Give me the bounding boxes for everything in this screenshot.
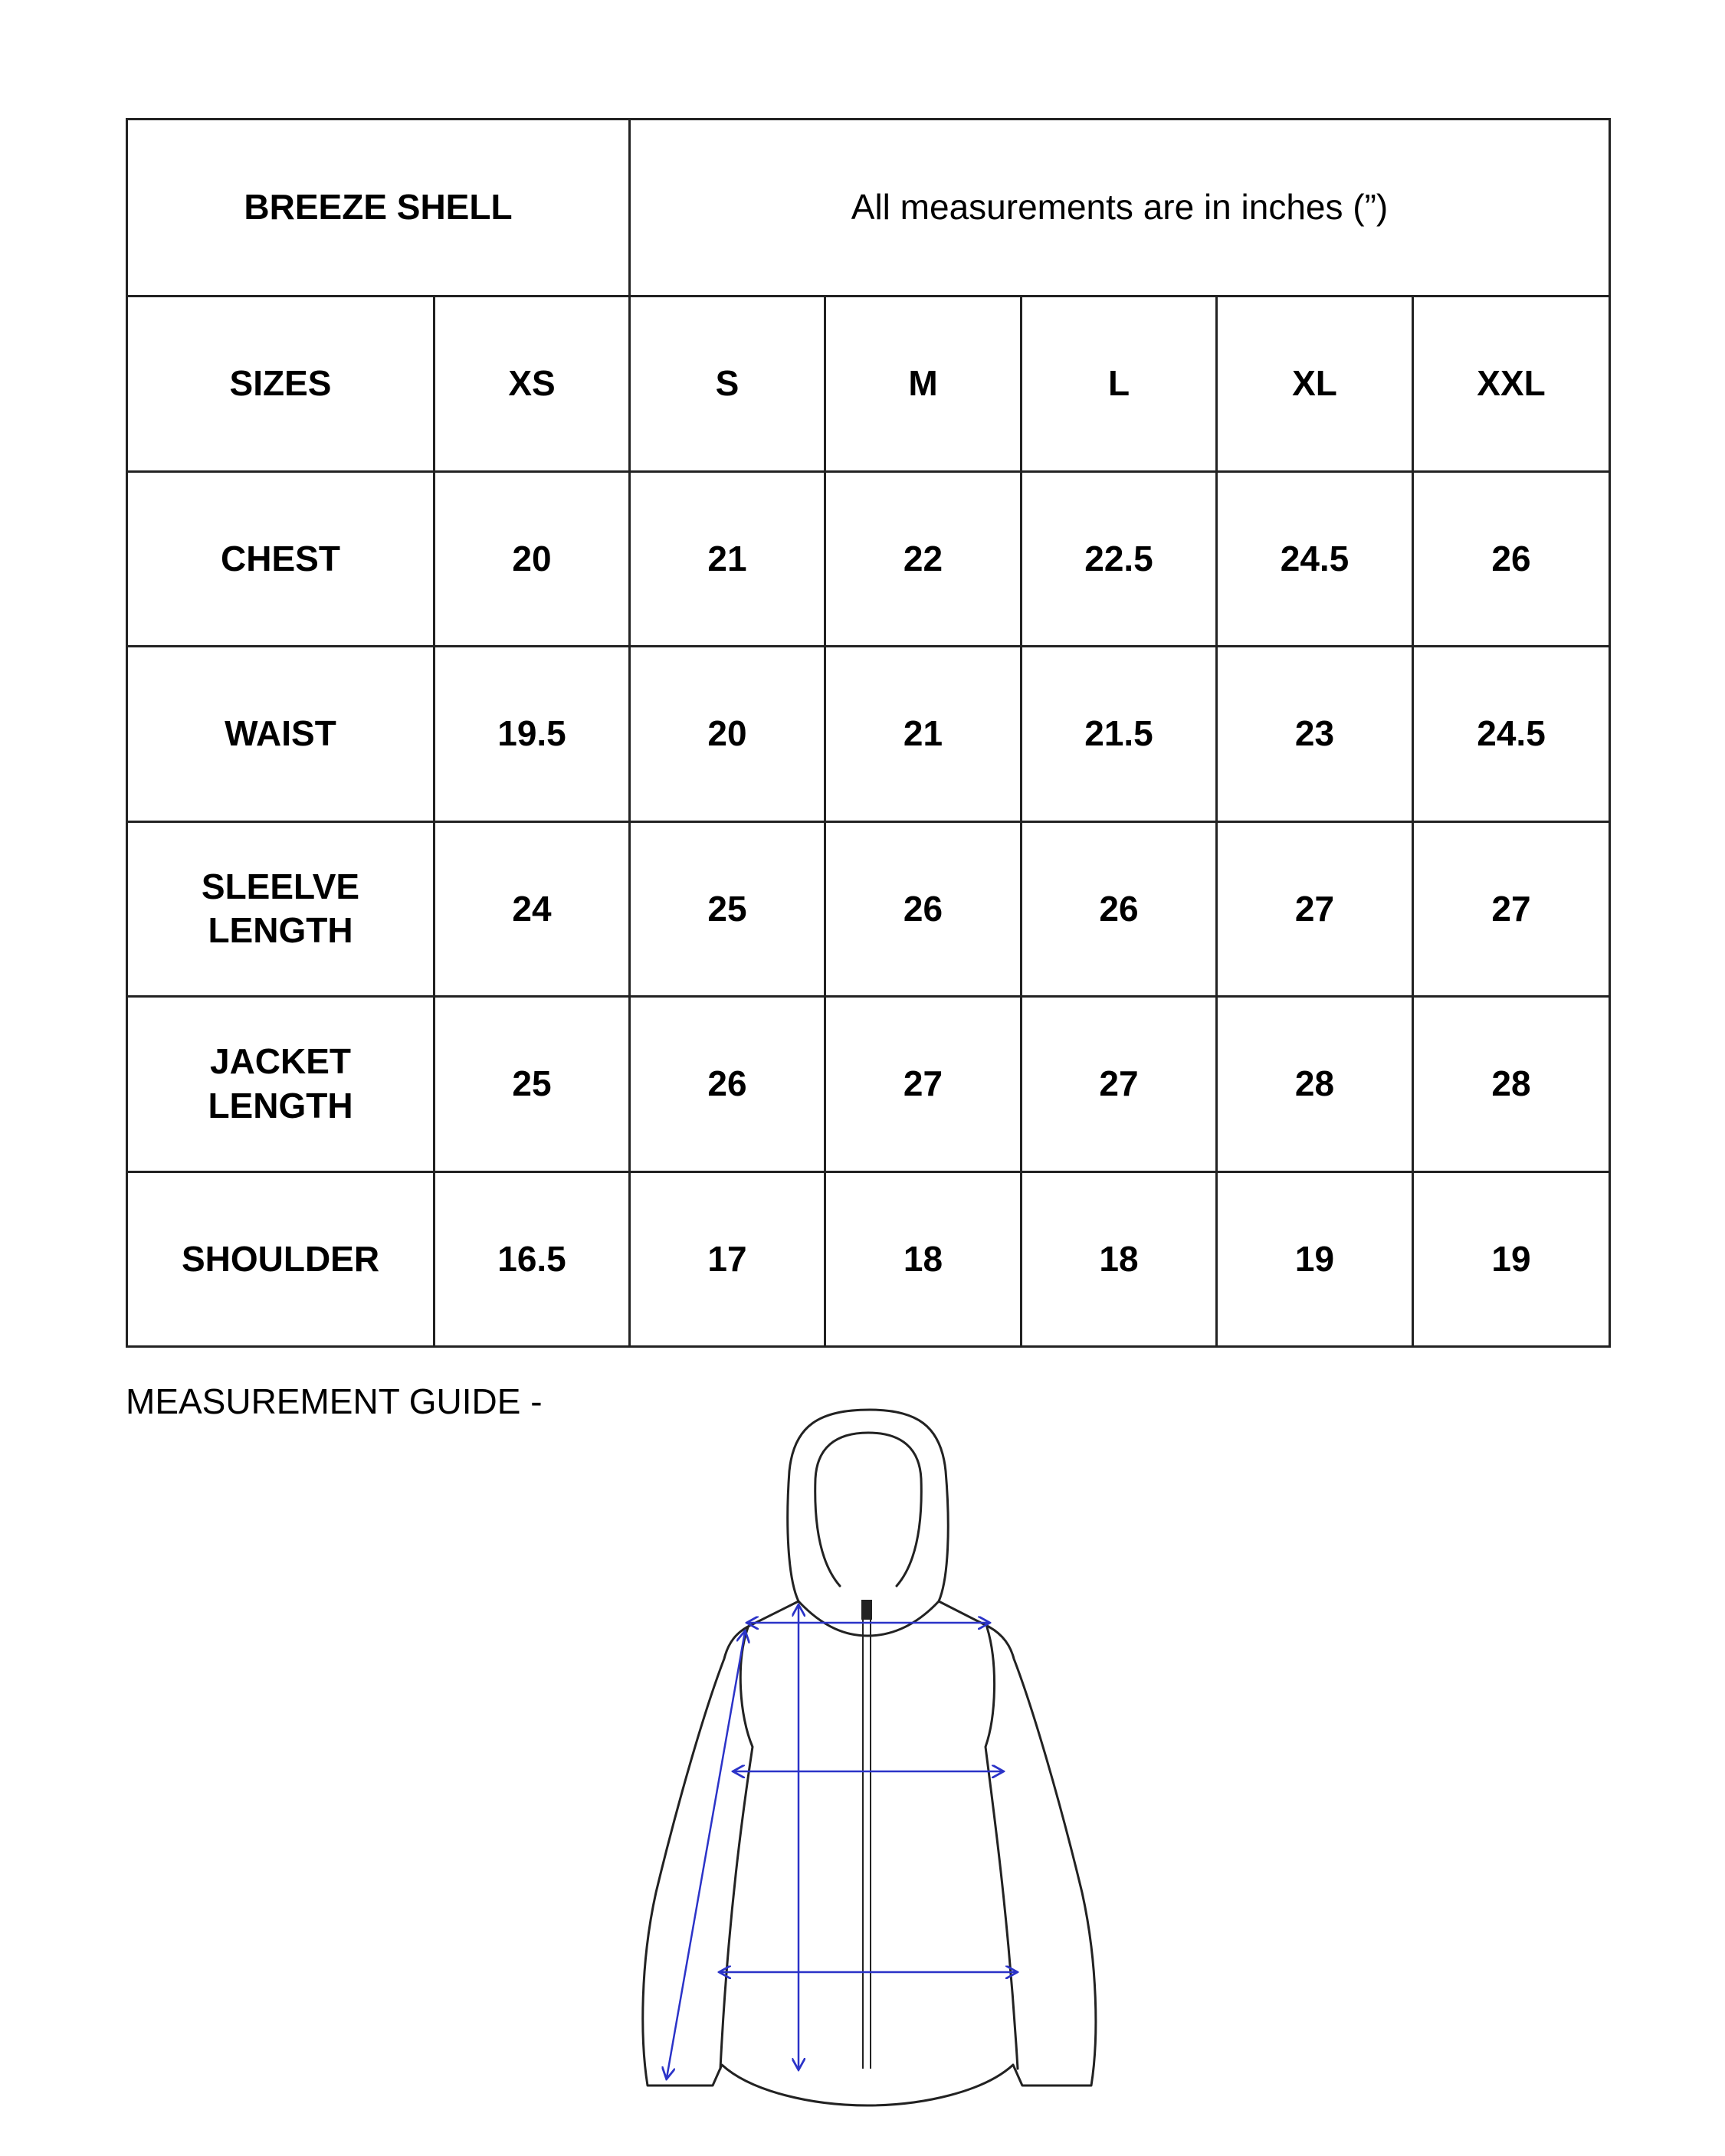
sizes-label: SIZES: [127, 297, 435, 471]
sleeve-length-row: [127, 821, 1610, 996]
table-cell: 19: [1413, 1171, 1610, 1346]
size-header: L: [1022, 297, 1217, 471]
table-cell: 22.5: [1022, 471, 1217, 646]
table-cell: 27: [1413, 821, 1610, 996]
size-header: XL: [1217, 297, 1413, 471]
zipper: [861, 1600, 872, 2069]
row-label-line: LENGTH: [208, 910, 353, 951]
units-note: All measurements are in inches (”): [630, 120, 1610, 297]
row-label-line: LENGTH: [208, 1085, 353, 1126]
jacket-measurement-diagram: [613, 1402, 1119, 2122]
measurement-guide-label: MEASUREMENT GUIDE -: [126, 1381, 543, 1421]
row-label-line: JACKET: [209, 1041, 352, 1082]
size-header: S: [630, 297, 825, 471]
table-cell: 25: [435, 997, 630, 1171]
sizes-header-row: [127, 297, 1610, 471]
table-cell: 19.5: [435, 647, 630, 821]
table-cell: 27: [1217, 821, 1413, 996]
table-cell: 17: [630, 1171, 825, 1346]
table-cell: 26: [1413, 471, 1610, 646]
size-chart-table: [126, 118, 1611, 1348]
table-cell: 18: [1022, 1171, 1217, 1346]
row-label: [127, 821, 435, 996]
table-cell: 24: [435, 821, 630, 996]
table-cell: 18: [825, 1171, 1022, 1346]
table-cell: 21.5: [1022, 647, 1217, 821]
jacket-outline: [643, 1410, 1096, 2105]
jacket-length-row: [127, 997, 1610, 1171]
hood-inner-outline: [815, 1433, 922, 1586]
row-label: CHEST: [127, 471, 435, 646]
hood-outer-outline: [788, 1410, 948, 1601]
table-cell: 26: [825, 821, 1022, 996]
table-cell: 21: [825, 647, 1022, 821]
table-cell: 27: [825, 997, 1022, 1171]
row-label-line: SLEELVE: [201, 866, 360, 906]
table-cell: 20: [630, 647, 825, 821]
size-header: XS: [435, 297, 630, 471]
table-cell: 28: [1217, 997, 1413, 1171]
table-cell: 23: [1217, 647, 1413, 821]
table-cell: 24.5: [1217, 471, 1413, 646]
product-name: BREEZE SHELL: [127, 120, 630, 297]
table-cell: 19: [1217, 1171, 1413, 1346]
table-cell: 25: [630, 821, 825, 996]
chest-row: [127, 471, 1610, 646]
left-armhole-seam: [720, 1627, 753, 2069]
table-cell: 22: [825, 471, 1022, 646]
body-outline: [643, 1601, 1096, 2105]
table-cell: 26: [1022, 821, 1217, 996]
table-cell: 27: [1022, 997, 1217, 1171]
zipper-pull-icon: [861, 1600, 872, 1620]
table-cell: 26: [630, 997, 825, 1171]
table-cell: 20: [435, 471, 630, 646]
right-armhole-seam: [985, 1627, 1018, 2069]
measurement-arrows: [667, 1606, 1016, 2078]
shoulder-row: [127, 1171, 1610, 1346]
size-header: XXL: [1413, 297, 1610, 471]
table-cell: 21: [630, 471, 825, 646]
row-label: [127, 997, 435, 1171]
table-cell: 28: [1413, 997, 1610, 1171]
row-label: SHOULDER: [127, 1171, 435, 1346]
table-cell: 16.5: [435, 1171, 630, 1346]
sleeve-length-arrow: [667, 1632, 745, 2078]
table-cell: 24.5: [1413, 647, 1610, 821]
row-label: WAIST: [127, 647, 435, 821]
title-row: [127, 120, 1610, 297]
waist-row: [127, 647, 1610, 821]
size-header: M: [825, 297, 1022, 471]
